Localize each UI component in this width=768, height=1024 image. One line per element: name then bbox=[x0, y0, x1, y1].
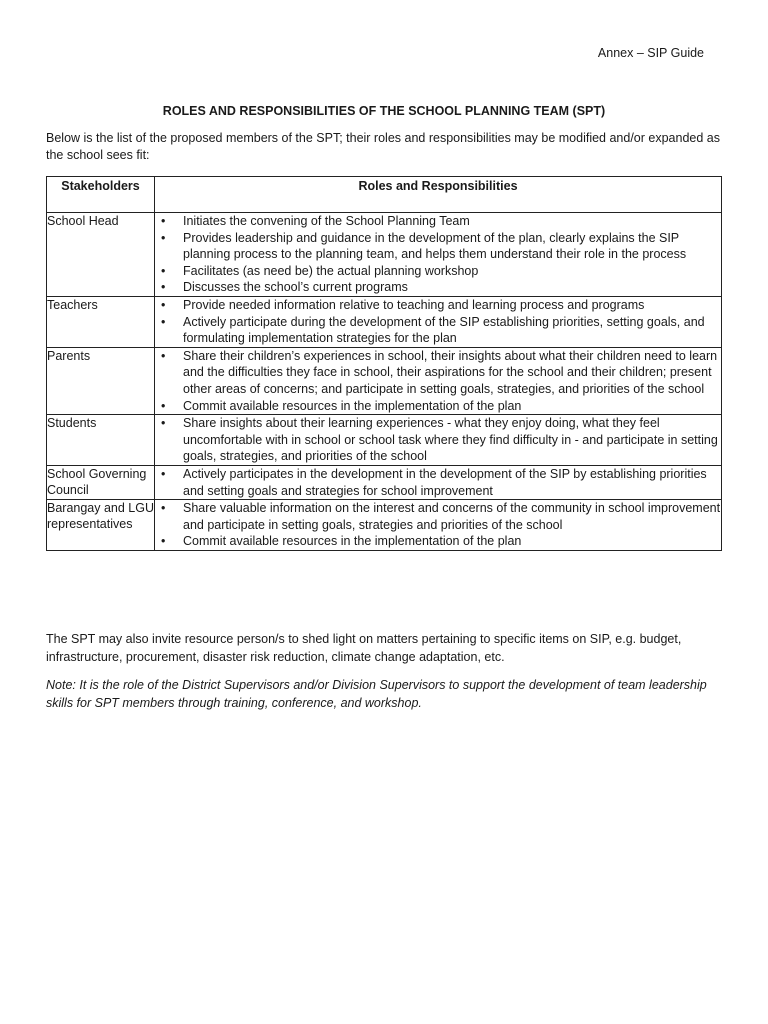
roles-cell bbox=[155, 415, 722, 466]
intro-paragraph: Below is the list of the proposed members of the SPT; their roles and responsibilities may be modified and/or expanded as the school sees fit: bbox=[46, 131, 720, 162]
roles-list bbox=[155, 415, 721, 465]
stakeholder-cell: Teachers bbox=[47, 296, 155, 347]
roles-cell bbox=[155, 213, 722, 297]
resource-person-paragraph: The SPT may also invite resource person/s to shed light on matters pertaining to specific items on SIP, e.g. budget, infrastructure, procurement, disaster risk reduction, climate change adaptation, etc. bbox=[46, 632, 682, 664]
roles-cell bbox=[155, 465, 722, 499]
roles-cell bbox=[155, 500, 722, 551]
table-row bbox=[47, 213, 722, 297]
list-item: • Provides leadership and guidance in the development of the plan, clearly explains the SIP planning process to the planning team, and helps them understand their role in the process bbox=[155, 230, 721, 263]
list-item: • Commit available resources in the implementation of the plan bbox=[155, 398, 721, 415]
list-item: • Actively participates in the development in the development of the SIP by establishing priorities and setting goals and strategies for school improvement bbox=[155, 466, 721, 499]
list-item: • Initiates the convening of the School Planning Team bbox=[155, 213, 721, 230]
roles-list bbox=[155, 348, 721, 414]
stakeholder-cell: Students bbox=[47, 415, 155, 466]
annex-label: Annex – SIP Guide bbox=[597, 46, 704, 60]
list-item: • Actively participate during the development of the SIP establishing priorities, setting goals, and formulating implementation strategies for the plan bbox=[155, 314, 721, 347]
table-row bbox=[47, 500, 722, 551]
list-item: • Commit available resources in the implementation of the plan bbox=[155, 533, 721, 550]
stakeholder-cell: Parents bbox=[47, 347, 155, 414]
stakeholder-cell: School Head bbox=[47, 213, 155, 297]
table-row bbox=[47, 347, 722, 414]
stakeholder-cell: School Governing Council bbox=[47, 465, 155, 499]
stakeholder-cell: Barangay and LGU representatives bbox=[47, 500, 155, 551]
list-item: • Discusses the school’s current programs bbox=[155, 279, 721, 296]
roles-list bbox=[155, 213, 721, 296]
list-item: • Provide needed information relative to teaching and learning process and programs bbox=[155, 297, 721, 314]
roles-table bbox=[46, 176, 722, 551]
roles-list bbox=[155, 297, 721, 347]
table-row bbox=[47, 415, 722, 466]
roles-list bbox=[155, 466, 721, 499]
list-item: • Share their children’s experiences in school, their insights about what their children need to learn and the difficulties they face in school, their aspirations for the school and their children; present other areas of concerns; and participate in setting goals, strategies, and priorities of the school bbox=[155, 348, 721, 398]
roles-cell bbox=[155, 347, 722, 414]
roles-cell bbox=[155, 296, 722, 347]
list-item: • Share insights about their learning experiences - what they enjoy doing, what they feel uncomfortable with in school or school task where they find difficulty in - and participate in setting goals, strategies, and priorities of the school bbox=[155, 415, 721, 465]
list-item: • Facilitates (as need be) the actual planning workshop bbox=[155, 263, 721, 280]
header-stakeholders: Stakeholders bbox=[47, 177, 155, 213]
list-item: • Share valuable information on the interest and concerns of the community in school improvement and participate in setting goals, strategies and priorities of the school bbox=[155, 500, 721, 533]
header-roles: Roles and Responsibilities bbox=[155, 177, 722, 213]
roles-list bbox=[155, 500, 721, 550]
table-row bbox=[47, 465, 722, 499]
page-title: ROLES AND RESPONSIBILITIES OF THE SCHOOL PLANNING TEAM (SPT) bbox=[162, 104, 606, 118]
note-paragraph: Note: It is the role of the District Supervisors and/or Division Supervisors to support the development of team leadership skills for SPT members through training, conference, and workshop. bbox=[46, 678, 707, 710]
table-row bbox=[47, 296, 722, 347]
table-header-row bbox=[47, 177, 722, 213]
